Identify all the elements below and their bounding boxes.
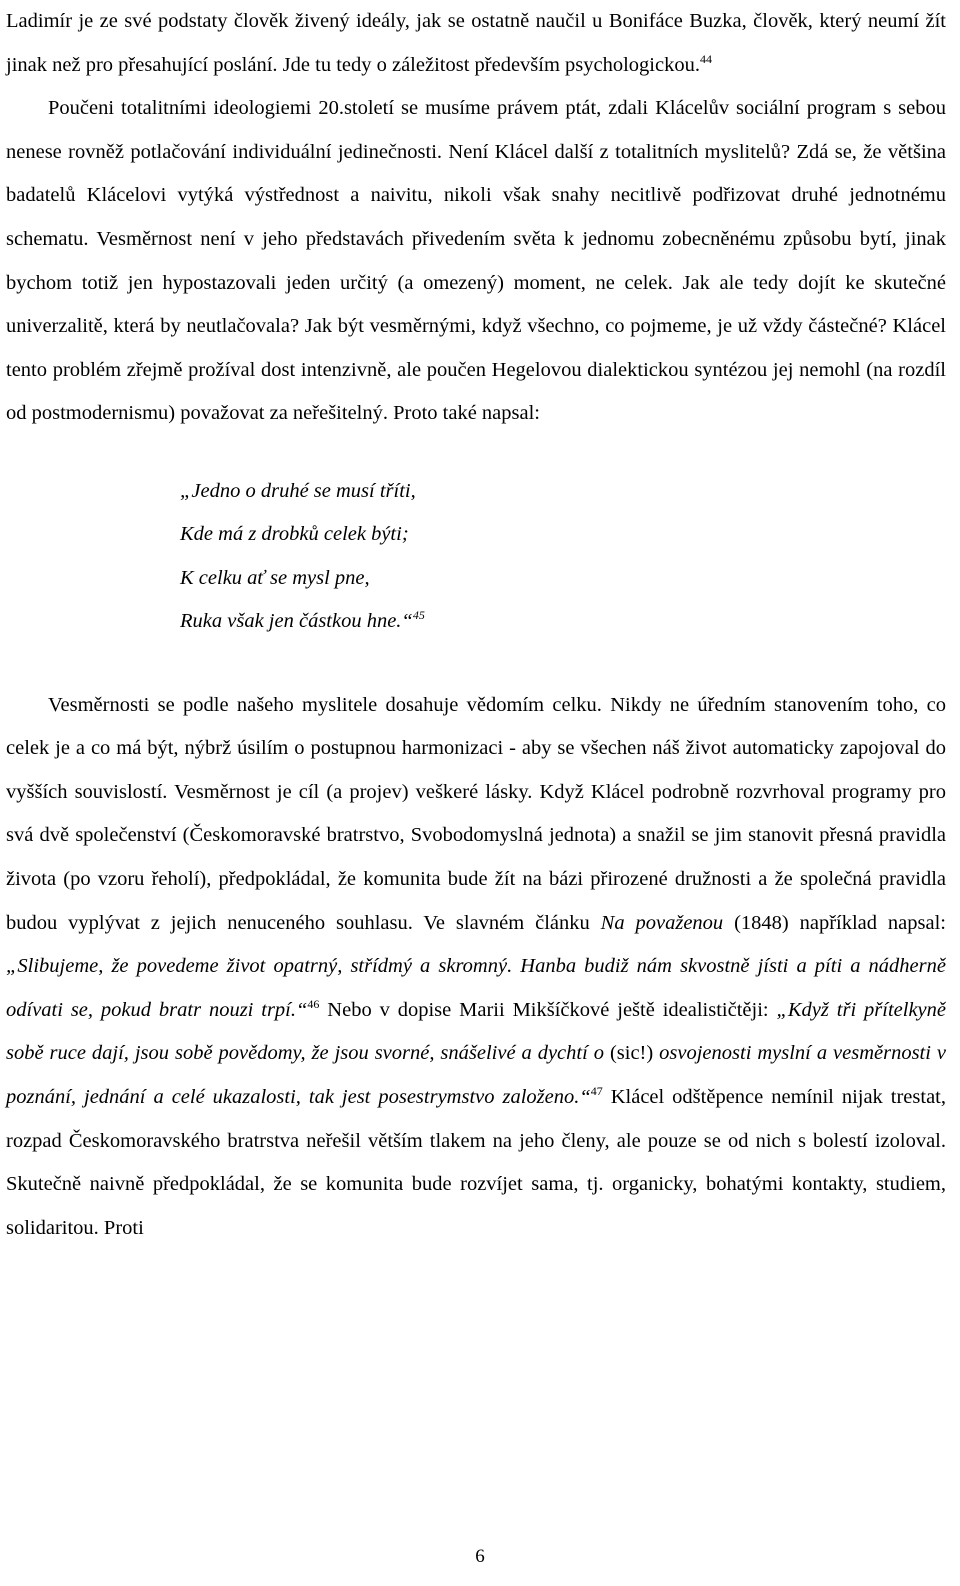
paragraph-3-text-2: (1848) například napsal:	[723, 911, 946, 934]
paragraph-1	[6, 0, 946, 87]
paragraph-2-text: Poučeni totalitními ideologiemi 20.století se musíme právem ptát, zdali Klácelův sociální program s sebou nenese rovněž potlačování individuální jedinečnosti. Není Klácel další z totalitních myslitelů? Zdá se, že většina badatelů Klácelovi vytýká výstřednost a naivitu, nikoli však snahy necitlivě podřizovat druhé jednotnému schematu. Vesměrnost není v jeho představách přivedením světa k jednomu zobecněnému způsobu bytí, jinak bychom totiž jen hypostazovali jeden určitý (a omezený) moment, ne celek. Jak ale tedy dojít ke skutečné univerzalitě, která by neutlačovala? Jak být vesměrnými, když všechno, co pojmeme, je už vždy částečné? Klácel tento problém zřejmě prožíval dost intenzivně, ale poučen Hegelovou dialektickou syntézou jej nemohl (na rozdíl od postmodernismu) považovat za neřešitelný. Proto také napsal:	[6, 97, 946, 425]
article-title: Na považenou	[600, 911, 724, 934]
paragraph-3	[6, 684, 946, 1251]
footnote-ref-46: 46	[307, 996, 320, 1011]
paragraph-1-text: Ladimír je ze své podstaty člověk živený ideály, jak se ostatně naučil u Bonifáce Buzka, člověk, který neumí žít jinak než pro přesahující poslání. Jde tu tedy o záležitost především psychologickou.	[6, 10, 946, 76]
footnote-ref-44: 44	[699, 51, 712, 66]
document-page	[6, 0, 946, 1250]
paragraph-3-text-4: (sic!)	[604, 1042, 660, 1065]
poem-line-1: „Jedno o druhé se musí tříti,	[180, 479, 416, 502]
poem-line-2: Kde má z drobků celek býti;	[180, 523, 409, 546]
quote-1: „Slibujeme, že povedeme život opatrný, střídmý a skromný. Hanba budiž nám skvostně jísti a píti a nádherně odívati se, pokud bratr nouzi trpí.“	[6, 955, 946, 1021]
paragraph-3-text-3: Nebo v dopise Marii Mikšíčkové ještě idealističtěji:	[319, 998, 777, 1021]
footnote-ref-45: 45	[412, 608, 425, 623]
footnote-ref-47: 47	[590, 1084, 603, 1099]
poem-line-3: K celku ať se mysl pne,	[180, 566, 370, 589]
poem-line-4	[180, 600, 946, 643]
quote-2: „Když tři přítelkyně sobě ruce dají, jsou sobě povědomy, že jsou svorné, snášelivé a dychtí o	[6, 998, 946, 1065]
page-number: 6	[475, 1546, 485, 1567]
quote-3: osvojenosti myslní a vesměrnosti v poznání, jednání a celé ukazalosti, tak jest posestrymstvo založeno.“	[6, 1042, 946, 1108]
poem-line-4-text: Ruka však jen částkou hne.“	[180, 610, 413, 633]
paragraph-3-text-1: Vesměrnosti se podle našeho myslitele dosahuje vědomím celku. Nikdy ne úředním stanovením toho, co celek je a co má být, nýbrž úsilím o postupnou harmonizaci - aby se všechen náš život automaticky zapojoval do vyšších souvislostí. Vesměrnost je cíl (a projev) veškeré lásky. Když Klácel podrobně rozvrhoval programy pro svá dvě společenství (Českomoravské bratrstvo, Svobodomyslná jednota) a snažil se jim stanovit přesná pravidla života (po vzoru řeholí), předpokládal, že komunita bude žít na bázi přirozené družnosti a že společná pravidla budou vyplývat z jejich nenuceného souhlasu. Ve slavném článku	[6, 693, 946, 934]
poem-quote	[180, 470, 946, 644]
paragraph-3-text-5: Klácel odštěpence nemínil nijak trestat, rozpad Českomoravského bratrstva neřešil větším tlakem na jeho členy, ale pouze se od nich s bolestí izoloval. Skutečně naivně předpokládal, že se komunita bude rozvíjet sama, tj. organicky, bohatými kontakty, studiem, solidaritou. Proti	[6, 1085, 946, 1239]
paragraph-2	[6, 87, 946, 436]
